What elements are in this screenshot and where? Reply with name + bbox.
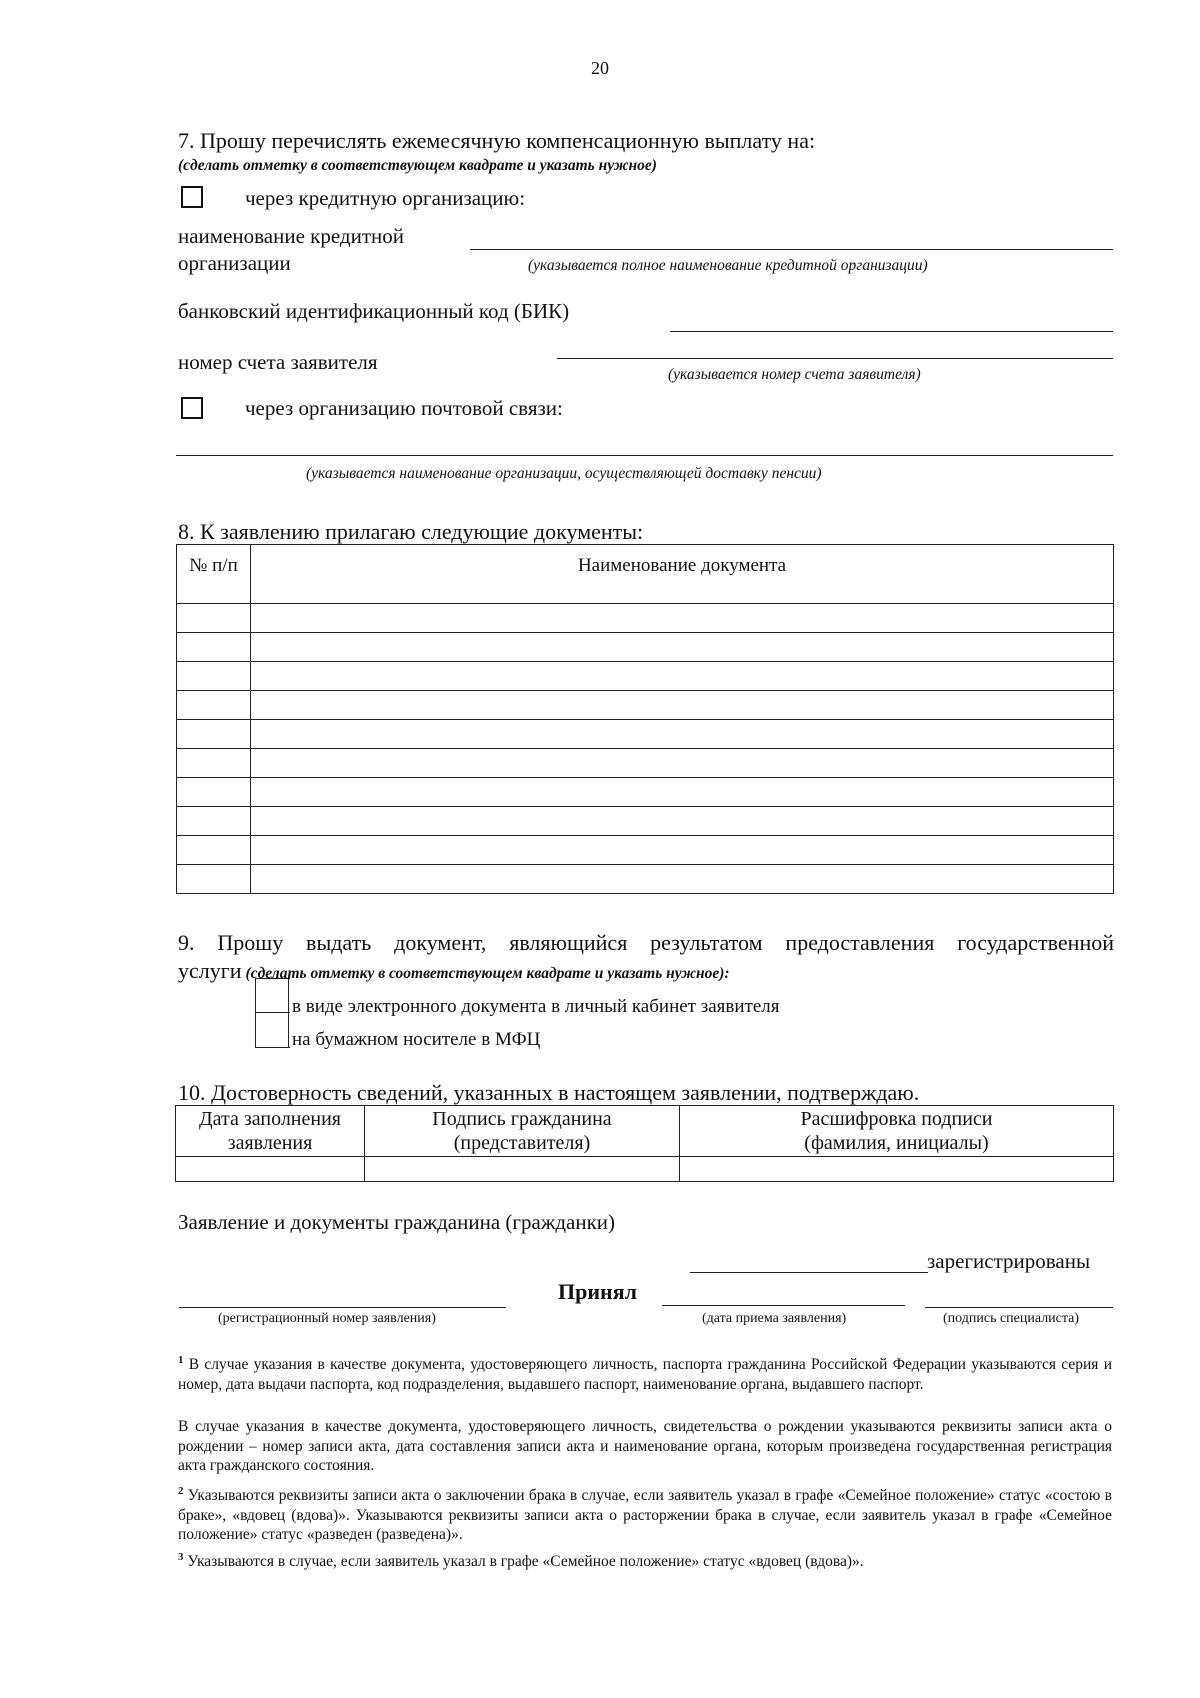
specialist-signature-field[interactable] xyxy=(925,1307,1113,1308)
account-label: номер счета заявителя xyxy=(178,350,378,374)
documents-table-body xyxy=(177,604,1114,894)
document-row-name-cell[interactable] xyxy=(251,749,1114,778)
electronic-option-checkbox[interactable] xyxy=(256,979,287,1011)
registration-line1: Заявление и документы гражданина (гражданки) xyxy=(178,1210,616,1234)
footnote-1-continuation: В случае указания в качестве документа, удостоверяющего личность, свидетельства о рождении указываются реквизиты записи акта о рождении – номер записи акта, дата составления записи акта и наименование органа, которым произведена государственная регистрация акта гражданского состояния. xyxy=(178,1418,1112,1474)
paper-option-checkbox[interactable] xyxy=(256,1013,287,1045)
footnote-1 xyxy=(178,1351,1112,1394)
document-row-number-cell[interactable] xyxy=(177,720,251,749)
paper-option-label: на бумажном носителе в МФЦ xyxy=(292,1029,541,1050)
document-row xyxy=(177,720,1114,749)
document-row-name-cell[interactable] xyxy=(251,778,1114,807)
section9-heading-word: услуги xyxy=(178,958,242,983)
document-row xyxy=(177,836,1114,865)
registration-field-top[interactable] xyxy=(690,1272,928,1273)
electronic-option-label: в виде электронного документа в личный кабинет заявителя xyxy=(292,996,780,1017)
document-row xyxy=(177,604,1114,633)
document-row-number-cell[interactable] xyxy=(177,778,251,807)
document-row xyxy=(177,807,1114,836)
document-row-name-cell[interactable] xyxy=(251,865,1114,894)
credit-name-label-1: наименование кредитной xyxy=(178,224,404,248)
col-name-header: Наименование документа xyxy=(251,545,1114,604)
account-hint: (указывается номер счета заявителя) xyxy=(668,366,921,383)
footnote-3-mark: 3 xyxy=(178,1551,184,1563)
signature-table xyxy=(175,1105,1114,1182)
document-row-number-cell[interactable] xyxy=(177,865,251,894)
section10-heading: 10. Достоверность сведений, указанных в настоящем заявлении, подтверждаю. xyxy=(178,1080,920,1105)
document-row-number-cell[interactable] xyxy=(177,836,251,865)
document-row-number-cell[interactable] xyxy=(177,691,251,720)
accept-date-field[interactable] xyxy=(662,1305,905,1306)
footnote-1-mark: 1 xyxy=(178,1354,184,1366)
document-row-name-cell[interactable] xyxy=(251,604,1114,633)
documents-table-header xyxy=(177,545,1114,604)
post-org-hint: (указывается наименование организации, осуществляющей доставку пенсии) xyxy=(306,465,822,482)
date-col-header: Дата заполнения заявления xyxy=(176,1106,365,1157)
section7-instruction: (сделать отметку в соответствующем квадрате и указать нужное) xyxy=(178,157,657,174)
credit-name-field[interactable] xyxy=(470,249,1113,250)
document-row-name-cell[interactable] xyxy=(251,691,1114,720)
account-field[interactable] xyxy=(557,358,1113,359)
footnote-3-text: Указываются в случае, если заявитель указал в графе «Семейное положение» статус «вдовец (вдова)». xyxy=(183,1553,864,1571)
specialist-signature-hint: (подпись специалиста) xyxy=(943,1311,1080,1326)
credit-name-label-2: организации xyxy=(178,251,291,275)
document-row xyxy=(177,865,1114,894)
signature-table-row xyxy=(176,1157,1114,1182)
decode-cell[interactable] xyxy=(680,1157,1114,1182)
section9-instruction: (сделать отметку в соответствующем квадрате и указать нужное): xyxy=(245,965,730,982)
bik-label: банковский идентификационный код (БИК) xyxy=(178,299,570,323)
decode-col-header: Расшифровка подписи (фамилия, инициалы) xyxy=(680,1106,1114,1157)
document-row xyxy=(177,633,1114,662)
document-row-name-cell[interactable] xyxy=(251,662,1114,691)
document-row-name-cell[interactable] xyxy=(251,836,1114,865)
footnote-2-mark: 2 xyxy=(178,1485,184,1497)
document-row-number-cell[interactable] xyxy=(177,807,251,836)
document-row-number-cell[interactable] xyxy=(177,633,251,662)
reg-number-field[interactable] xyxy=(179,1307,506,1308)
document-row xyxy=(177,749,1114,778)
footnote-2-text: Указываются реквизиты записи акта о заключении брака в случае, если заявитель указал в графе «Семейное положение» статус «состою в браке», «вдовец (вдова)». Указываются реквизиты записи акта о расторжении брака в случае, если заявитель указал в графе «Семейное положение» статус «разведен (разведена)». xyxy=(178,1487,1112,1544)
accept-date-hint: (дата приема заявления) xyxy=(702,1311,847,1326)
documents-table xyxy=(176,544,1114,894)
credit-org-label: через кредитную организацию: xyxy=(245,186,526,210)
document-row-name-cell[interactable] xyxy=(251,807,1114,836)
document-row-name-cell[interactable] xyxy=(251,633,1114,662)
credit-name-hint: (указывается полное наименование кредитной организации) xyxy=(528,257,928,274)
document-row-number-cell[interactable] xyxy=(177,604,251,633)
bik-field[interactable] xyxy=(670,331,1113,332)
document-row xyxy=(177,691,1114,720)
document-row-number-cell[interactable] xyxy=(177,749,251,778)
accepted-label: Принял xyxy=(558,1279,637,1304)
document-row xyxy=(177,778,1114,807)
signature-cell[interactable] xyxy=(365,1157,680,1182)
credit-org-checkbox[interactable] xyxy=(181,186,203,208)
document-row xyxy=(177,662,1114,691)
section7-heading: 7. Прошу перечислять ежемесячную компенсационную выплату на: xyxy=(178,128,816,153)
footnote-1-text: В случае указания в качестве документа, удостоверяющего личность, паспорта гражданина Российской Федерации указываются серия и номер, дата выдачи паспорта, код подразделения, выдавшего паспорт, наименование органа, выдавшего паспорт. xyxy=(178,1356,1112,1393)
post-org-field[interactable] xyxy=(176,455,1113,456)
document-row-name-cell[interactable] xyxy=(251,720,1114,749)
reg-number-hint: (регистрационный номер заявления) xyxy=(218,1311,436,1326)
col-num-header: № п/п xyxy=(177,545,251,604)
page-number: 20 xyxy=(591,58,609,78)
section8-heading: 8. К заявлению прилагаю следующие документы: xyxy=(178,519,644,544)
section9-heading-line1: 9. Прошу выдать документ, являющийся результатом предоставления государственной xyxy=(178,930,1114,955)
post-org-checkbox[interactable] xyxy=(181,397,203,419)
footnote-2 xyxy=(178,1482,1112,1545)
document-row-number-cell[interactable] xyxy=(177,662,251,691)
signature-table-header xyxy=(176,1106,1114,1157)
post-org-label: через организацию почтовой связи: xyxy=(245,396,563,420)
date-cell[interactable] xyxy=(176,1157,365,1182)
signature-col-header: Подпись гражданина (представителя) xyxy=(365,1106,680,1157)
footnote-3 xyxy=(178,1548,1112,1572)
registered-label: зарегистрированы xyxy=(927,1249,1091,1273)
